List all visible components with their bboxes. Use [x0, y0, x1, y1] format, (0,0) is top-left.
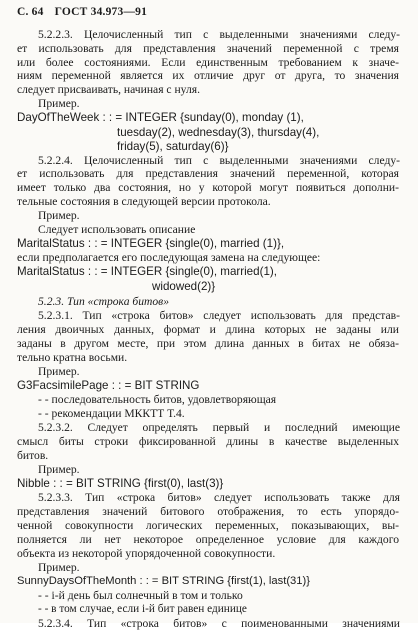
- code-line: widowed(2)}: [152, 280, 216, 293]
- section-heading: 5.2.3. Тип «строка битов»: [38, 295, 170, 308]
- page-header: [17, 6, 147, 18]
- example-label: Пример.: [38, 365, 80, 378]
- text-line: ления двоичных данных, формат и длина которых не заданы или: [17, 323, 399, 336]
- text-line: тельные состояния в следующей версии протокола.: [17, 195, 271, 208]
- text-line: ниям переменной является их отличие друг от друга, то значения: [17, 69, 399, 82]
- text-line: битов.: [17, 449, 49, 462]
- code-line: friday(5), saturday(6)}: [117, 140, 229, 153]
- code-line: Nibble : : = BIT STRING {first(0), last(3)}: [17, 477, 224, 490]
- text-line: или более состояниями. Если единственным требованием к значе-: [17, 56, 399, 69]
- code-comment: - - i-й день был солнечный в том и только: [38, 589, 243, 602]
- text-line: ченной совокупности логических переменных, показывающих, вы-: [17, 519, 399, 532]
- page-prefix: С.: [17, 6, 29, 18]
- text-line: ет использовать для представления значений переменной, которая: [17, 167, 399, 180]
- text-line: 5.2.3.1. Тип «строка битов» следует использовать для представ-: [38, 309, 400, 322]
- code-line: tuesday(2), wednesday(3), thursday(4),: [117, 126, 320, 139]
- text-line: 5.2.2.4. Целочисленный тип с выделенными значениями следу-: [38, 154, 400, 167]
- text-line: 5.2.2.3. Целочисленный тип с выделенными значениями следу-: [38, 28, 400, 41]
- text-line: ет использовать для представления значений переменной с тремя: [17, 42, 399, 55]
- text-line: следует присваивать, начиная с нуля.: [17, 83, 200, 96]
- text-line: заданы в другом месте, при этом длина данных в битах не обяза-: [17, 337, 399, 350]
- text-line: 5.2.3.3. Тип «строка битов» следует использовать также для: [38, 491, 400, 504]
- text-line: смысл биты строки фиксированной длины в качестве выделенных: [17, 435, 399, 448]
- standard-title: ГОСТ 34.973—91: [54, 6, 148, 18]
- example-label: Пример.: [38, 561, 80, 574]
- text-line: 5.2.3.2. Следует определять первый и последний имеющие: [38, 421, 400, 434]
- text-line: объекта из некоторой упорядоченной совокупности.: [17, 547, 276, 560]
- text-line: полняется ли нет некоторое определенное условие для каждого: [17, 533, 399, 546]
- text-line: тельно кратна восьми.: [17, 351, 128, 364]
- text-line: имеет только два состояния, но у которой могут появиться дополни-: [17, 181, 399, 194]
- text-line: представления значений битового отображения, то есть упорядо-: [17, 505, 399, 518]
- example-label: Пример.: [38, 97, 80, 110]
- code-comment: - - последовательность битов, удовлетворяющая: [38, 393, 277, 406]
- code-comment: - - в том случае, если i-й бит равен единице: [38, 603, 247, 615]
- code-line: DayOfTheWeek : : = INTEGER {sunday(0), monday (1),: [17, 111, 304, 124]
- text-line: 5.2.3.4. Тип «строка битов» с поименованными значениями: [38, 617, 400, 630]
- text-line: если предполагается его последующая замена на следующее:: [17, 251, 321, 264]
- example-label: Пример.: [38, 463, 80, 476]
- example-label: Пример.: [38, 209, 80, 222]
- page-number: 64: [31, 6, 44, 18]
- code-line: MaritalStatus : : = INTEGER {single(0), married (1)},: [17, 237, 285, 250]
- code-comment: - - рекомендации МККТТ Т.4.: [38, 407, 185, 420]
- code-line: SunnyDaysOfTheMonth : : = BIT STRING {first(1), last(31)}: [17, 575, 310, 587]
- code-line: MaritalStatus : : = INTEGER {single(0), married(1),: [17, 265, 277, 278]
- text-line: Следует использовать описание: [38, 223, 196, 236]
- code-line: G3FacsimilePage : : = BIT STRING: [17, 379, 200, 392]
